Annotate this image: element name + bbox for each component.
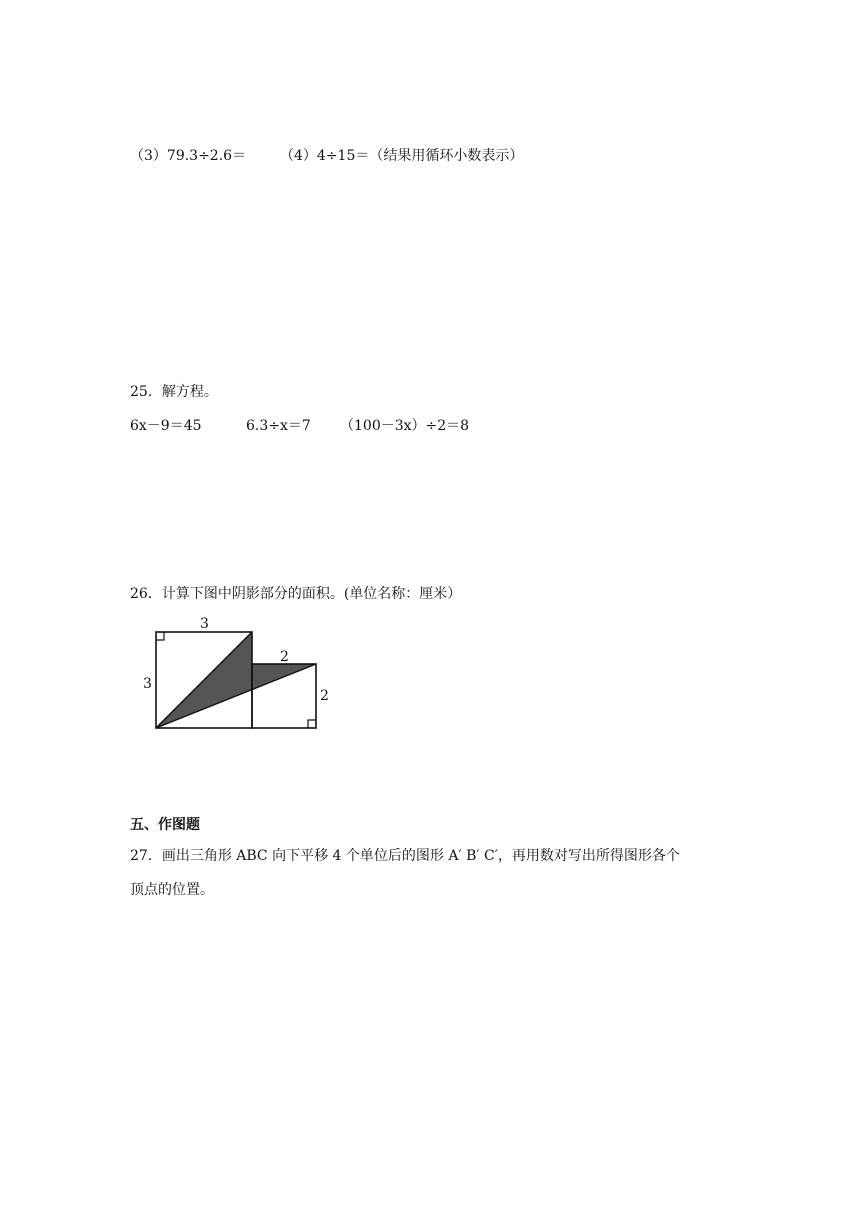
label-small-right-side: 2 [320, 688, 329, 704]
q26-title: 26．计算下图中阴影部分的面积。(单位名称：厘米） [130, 586, 462, 602]
q25-title: 25．解方程。 [130, 384, 218, 400]
label-left-side: 3 [143, 676, 152, 692]
label-small-top-side: 2 [280, 649, 289, 665]
right-angle-mark-bottom-right [308, 720, 316, 728]
q25-equation-3: （100－3x）÷2＝8 [340, 418, 470, 434]
right-angle-mark-top-left [156, 632, 164, 640]
q25-equation-2: 6.3÷x＝7 [246, 418, 311, 434]
q24-part4: （4）4÷15＝（结果用循环小数表示） [280, 148, 524, 164]
q27-line-2: 顶点的位置。 [130, 882, 214, 898]
section-5-heading: 五、作图题 [130, 817, 200, 833]
q27-line-1: 27．画出三角形 ABC 向下平移 4 个单位后的图形 A′ B′ C′，再用数对写出所得图形各个 [130, 848, 680, 864]
shaded-area-diagram [140, 612, 340, 742]
q24-part3: （3）79.3÷2.6＝ [130, 148, 247, 164]
q25-equation-1: 6x－9＝45 [130, 418, 202, 434]
label-top-side: 3 [200, 616, 209, 632]
shaded-area-figure [140, 612, 340, 746]
